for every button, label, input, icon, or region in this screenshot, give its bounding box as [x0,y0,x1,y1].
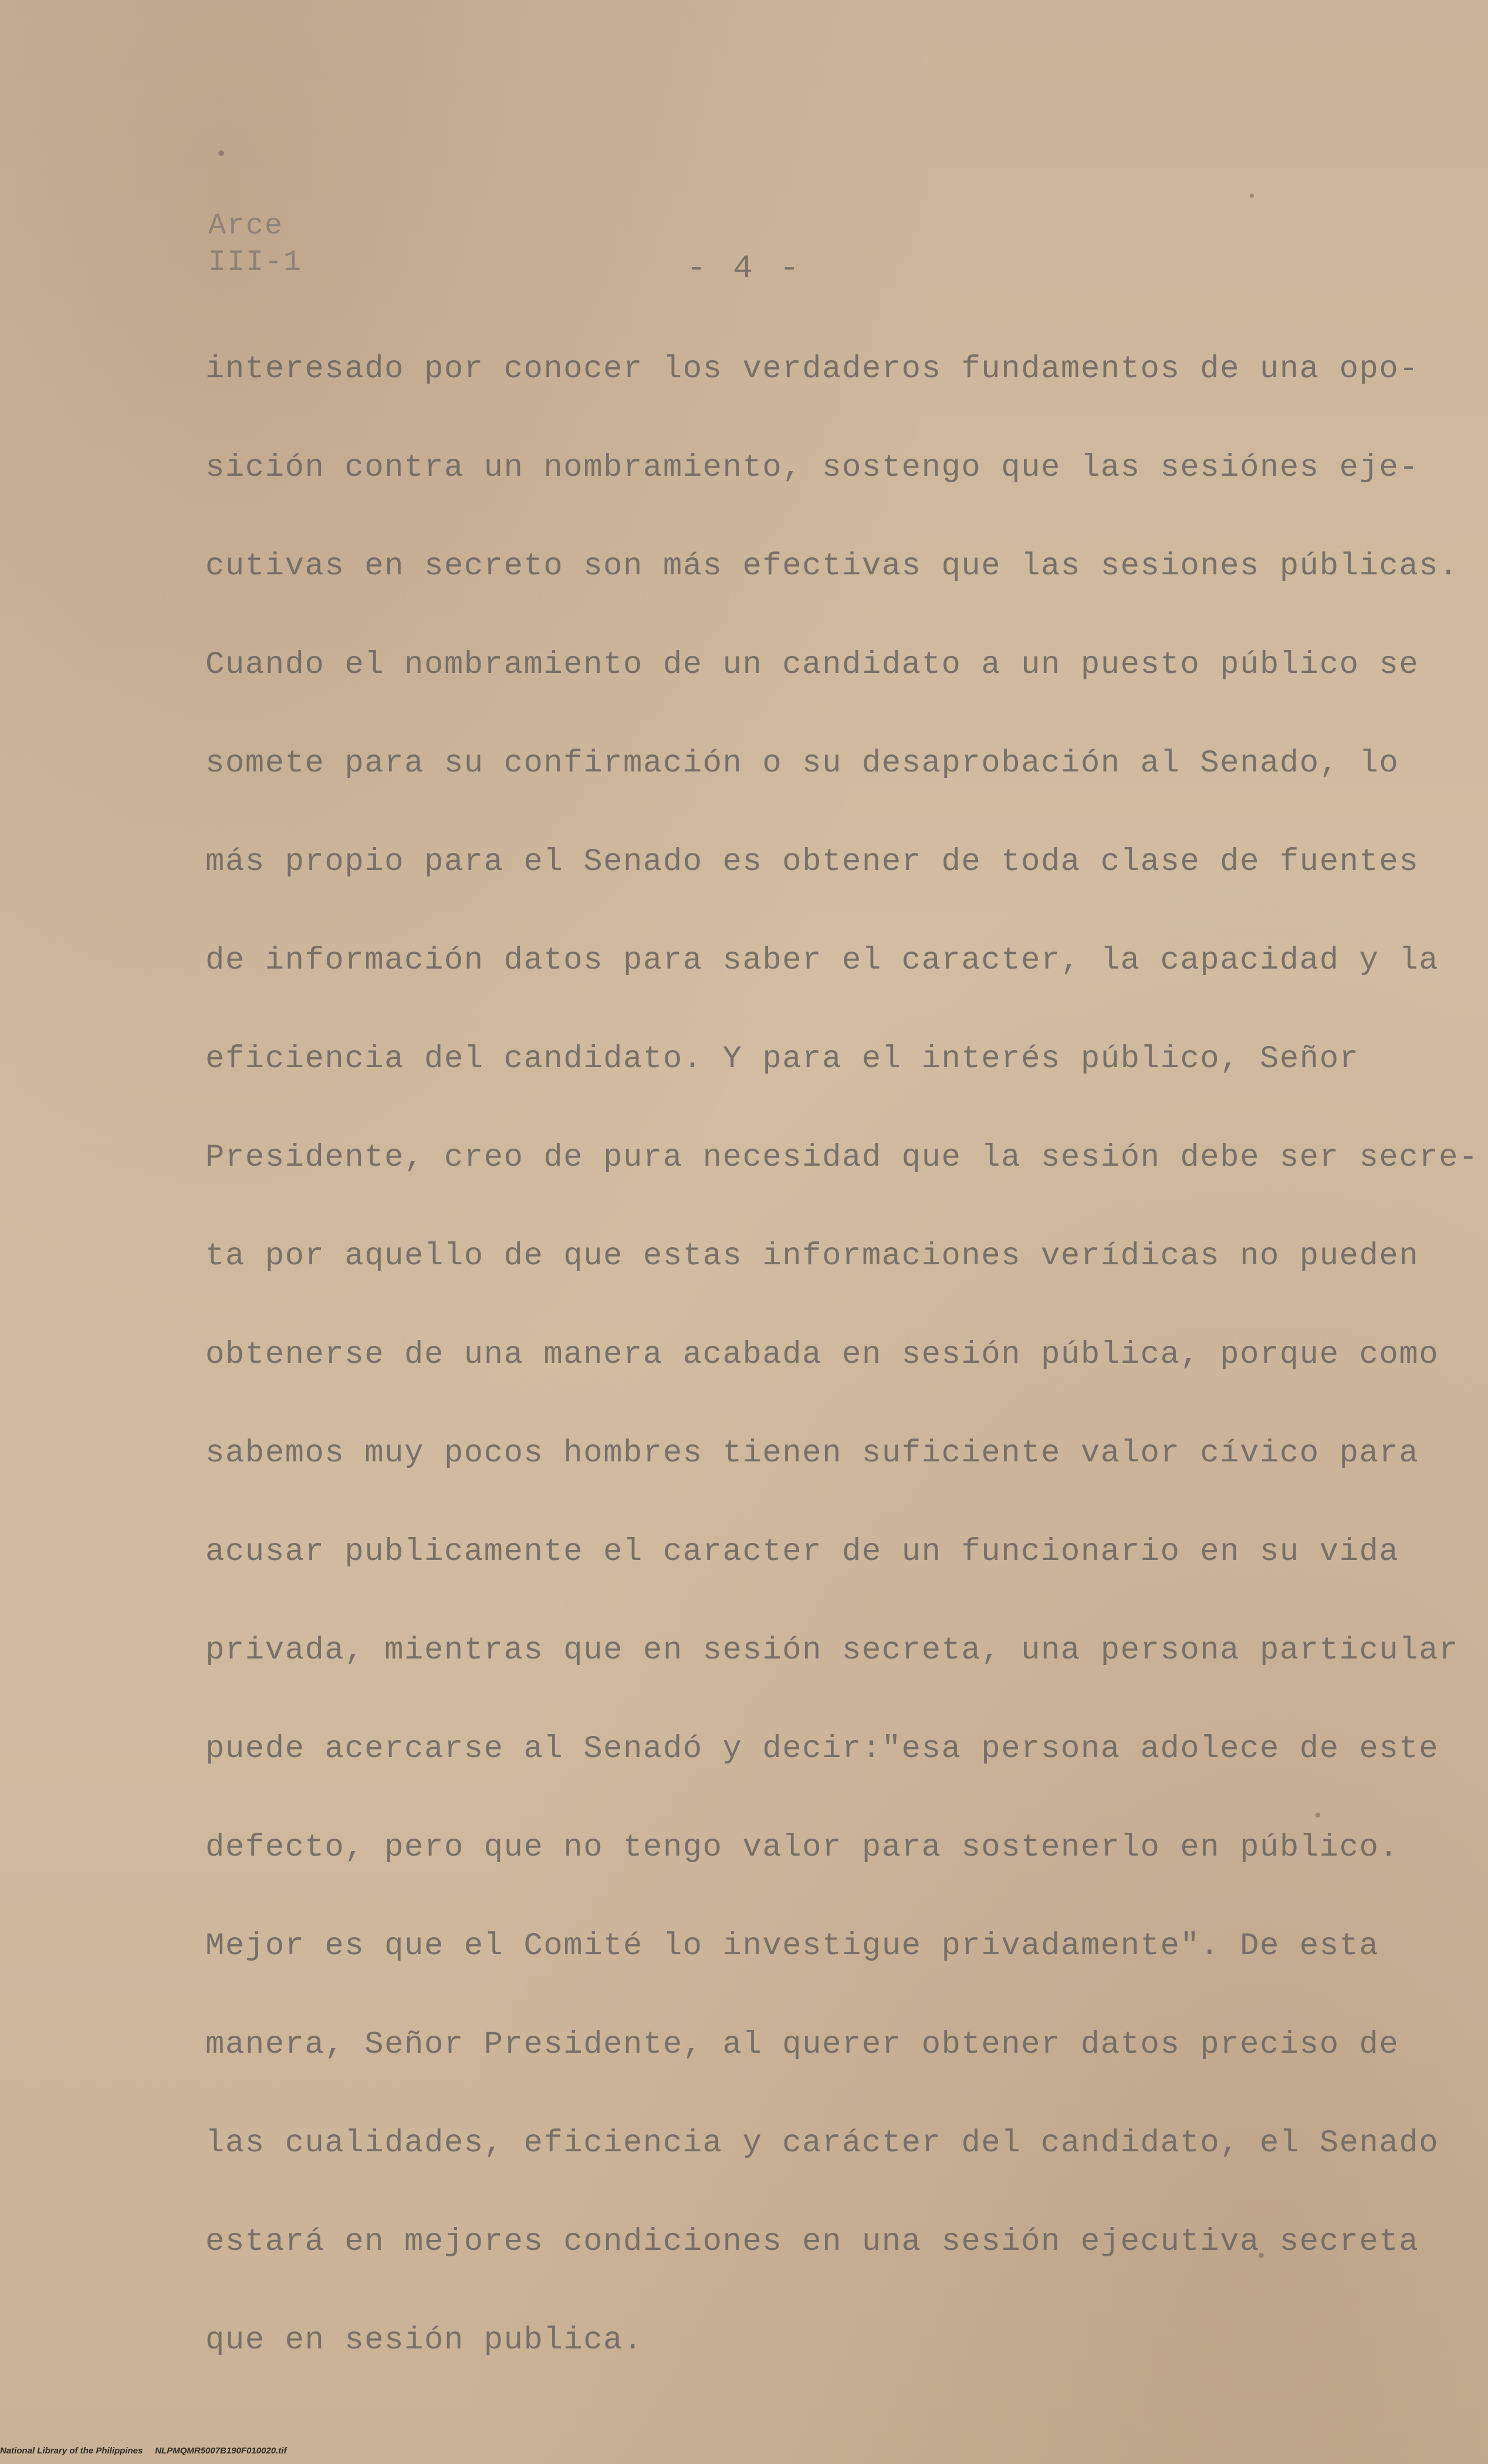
text-line: ta por aquello de que estas informaciones verídicas no pueden [205,1238,1419,1274]
archive-footer: National Library of the Philippines NLPMQMR5007B190F010020.tif [0,2446,287,2456]
ink-speck [218,150,224,156]
text-line: eficiencia del candidato. Y para el interés público, Señor [205,1041,1360,1077]
text-line: cutivas en secreto son más efectivas que las sesiones públicas. [205,549,1459,584]
reference-line-1: Arce [208,209,284,243]
ink-speck [1250,194,1254,198]
text-line: las cualidades, eficiencia y carácter del candidato, el Senado [205,2125,1439,2161]
text-line: más propio para el Senado es obtener de toda clase de fuentes [205,844,1419,880]
text-line: acusar publicamente el caracter de un funcionario en su vida [205,1534,1399,1570]
body-text [205,351,1479,2422]
page-number: - 4 - [686,249,803,287]
text-line: manera, Señor Presidente, al querer obtener datos preciso de [205,2027,1399,2063]
text-line: Cuando el nombramiento de un candidato a un puesto público se [205,647,1419,683]
text-line: de información datos para saber el caracter, la capacidad y la [205,943,1439,979]
text-line: Presidente, creo de pura necesidad que la sesión debe ser secre- [205,1140,1479,1176]
text-line: puede acercarse al Senadó y decir:"esa persona adolece de este [205,1731,1439,1767]
text-line: defecto, pero que no tengo valor para sostenerlo en público. [205,1830,1399,1866]
text-line: somete para su confirmación o su desaprobación al Senado, lo [205,746,1399,781]
text-line: sabemos muy pocos hombres tienen suficiente valor cívico para [205,1436,1419,1471]
reference-line-2: III-1 [208,246,303,279]
text-line: estará en mejores condiciones en una sesión ejecutiva secreta [205,2224,1419,2260]
text-line: sición contra un nombramiento, sostengo que las sesiónes eje- [205,450,1419,486]
text-line: que en sesión publica. [205,2323,643,2358]
document-reference [208,208,302,281]
text-line: Mejor es que el Comité lo investigue privadamente". De esta [205,1928,1379,1964]
text-line: obtenerse de una manera acabada en sesión pública, porque como [205,1337,1439,1373]
text-line: privada, mientras que en sesión secreta, una persona particular [205,1633,1459,1668]
text-line: interesado por conocer los verdaderos fundamentos de una opo- [205,351,1419,387]
